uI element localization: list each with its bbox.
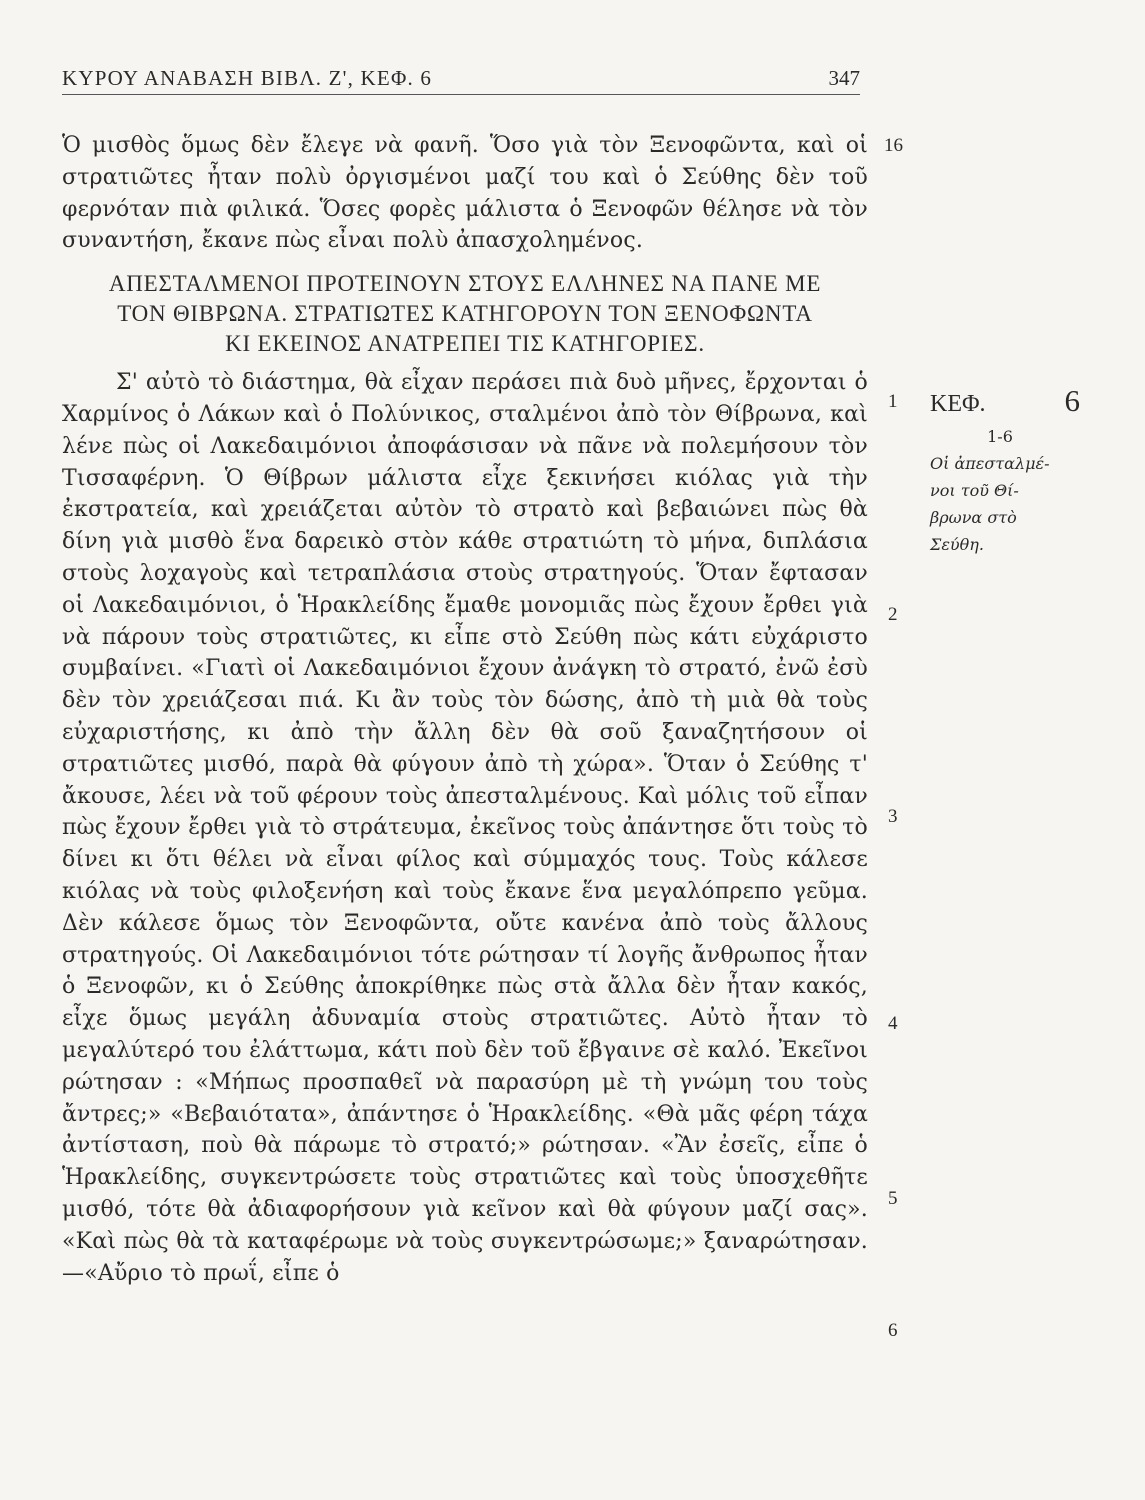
section-heading-line: ΚΙ ΕΚΕΙΝΟΣ ΑΝΑΤΡΕΠΕΙ ΤΙΣ ΚΑΤΗΓΟΡΙΕΣ. [225, 331, 705, 357]
main-paragraph: Σ' αὐτὸ τὸ διάστημα, θὰ εἶχαν περάσει πιὰ δυὸ μῆνες, ἔρχονται ὁ Χαρμίνος ὁ Λάκων καὶ ὁ Πολύνικος, σταλμένοι ἀπὸ τὸν Θίβρωνα, καὶ λένε πὼς οἱ Λακεδαιμόνιοι ἀποφάσισαν νὰ πᾶνε νὰ πολεμήσουν τὸν Τισσαφέρνη. Ὁ Θίβρων μάλιστα εἶχε ξεκινήσει κιόλας γιὰ τὴν ἐκστρατεία, καὶ χρειάζεται αὐτὸν τὸ στρατὸ καὶ βεβαιώνει πὼς θὰ δίνη γιὰ μισθὸ ἕνα δαρεικὸ στὸν κάθε στρατιώτη τὸ μήνα, διπλάσια στοὺς λοχαγοὺς καὶ τετραπλάσια στοὺς στρατηγούς. Ὅταν ἔφτασαν οἱ Λακεδαιμόνιοι, ὁ Ἡρακλείδης ἔμαθε μονομιᾶς πὼς ἔχουν ἔρθει γιὰ νὰ πάρουν τοὺς στρατιῶτες, κι εἶπε στὸ Σεύθη πὼς κάτι εὐχάριστο συμβαίνει. «Γιατὶ οἱ Λακεδαιμόνιοι ἔχουν ἀνάγκη τὸ στρατό, ἐνῶ ἐσὺ δὲν τὸν χρειάζεσαι πιά. Κι ἂν τοὺς τὸν δώσης, ἀπὸ τὴ μιὰ θὰ τοὺς εὐχαριστήσης, κι ἀπὸ τὴν ἄλλη δὲν θὰ σοῦ ξαναζητήσουν οἱ στρατιῶτες μισθό, παρὰ θὰ φύγουν ἀπὸ τὴ χώρα». Ὅταν ὁ Σεύθης τ' ἄκουσε, λέει νὰ τοῦ φέρουν τοὺς ἀπεσταλμένους. Καὶ μόλις τοῦ εἶπαν πὼς ἔχουν ἔρθει γιὰ τὸ στράτευμα, ἐκεῖνος τοὺς ἀπάντησε ὅτι τοὺς τὸ δίνει κι ὅτι θέλει νὰ εἶναι φίλος καὶ σύμμαχός τους. Τοὺς κάλεσε κιόλας νὰ τοὺς φιλοξενήση καὶ τοὺς ἔκανε ἕνα μεγαλόπρεπο γεῦμα. Δὲν κάλεσε ὅμως τὸν Ξενοφῶντα, οὔτε κανένα ἀπὸ τοὺς ἄλλους στρατηγούς. Οἱ Λακεδαιμόνιοι τότε ρώτησαν τί λογῆς ἄνθρωπος ἦταν ὁ Ξενοφῶν, κι ὁ Σεύθης ἀποκρίθηκε πὼς στὰ ἄλλα δὲν ἦταν κακός, εἶχε ὅμως μεγάλη ἀδυναμία στοὺς στρατιῶτες. Αὐτὸ ἦταν τὸ μεγαλύτερό του ἐλάττωμα, κάτι ποὺ δὲν τοῦ ἔβγαινε σὲ καλό. Ἐκεῖνοι ρώτησαν : «Μήπως προσπαθεῖ νὰ παρασύρη μὲ τὴ γνώμη του τοὺς ἄντρες;» «Βεβαιότατα», ἀπάντησε ὁ Ἡρακλείδης. «Θὰ μᾶς φέρη τάχα ἀντίσταση, ποὺ θὰ πάρωμε τὸ στρατό;» ρώτησαν. «Ἂν ἐσεῖς, εἶπε ὁ Ἡρακλείδης, συγκεντρώσετε τοὺς στρατιῶτες καὶ τοὺς ὑποσχεθῆτε μισθό, τότε θὰ ἀδιαφορήσουν γιὰ κεῖνον καὶ θὰ φύγουν μαζί σας». «Καὶ πὼς θὰ τὰ καταφέρωμε νὰ τοὺς συγκεντρώσωμε;» ξαναρώτησαν.—«Αὔριο τὸ πρωΐ, εἶπε ὁ [62, 370, 868, 1286]
paragraph-range: 1-6 [987, 427, 1013, 446]
section-heading [62, 269, 868, 359]
marginal-note [930, 383, 1080, 558]
paragraph-number: 5 [888, 1188, 898, 1209]
page-number: 347 [828, 66, 860, 90]
paragraph-number: 4 [888, 1013, 898, 1034]
section-heading-line: ΑΠΕΣΤΑΛΜΕΝΟΙ ΠΡΟΤΕΙΝΟΥΝ ΣΤΟΥΣ ΕΛΛΗΝΕΣ ΝΑ ΠΑΝΕ ΜΕ [108, 271, 822, 297]
section-heading-line: ΤΟΝ ΘΙΒΡΩΝΑ. ΣΤΡΑΤΙΩΤΕΣ ΚΑΤΗΓΟΡΟΥΝ ΤΟΝ ΞΕΝΟΦΩΝΤΑ [117, 301, 813, 327]
main-text [62, 130, 868, 1289]
paragraph-number: 1 [888, 391, 898, 412]
chapter-label: ΚΕΦ. [930, 391, 986, 417]
chapter-summary: Οἱ ἀπεσταλμέ- νοι τοῦ Θί- βρωνα στὸ Σεύθη. [930, 454, 1050, 554]
running-header [62, 66, 860, 95]
paragraph-number: 16 [884, 135, 903, 156]
paragraph-number: 3 [888, 806, 898, 827]
chapter-number: 6 [1064, 383, 1080, 418]
paragraph-number: 6 [888, 1320, 898, 1341]
intro-paragraph: Ὁ μισθὸς ὅμως δὲν ἔλεγε νὰ φανῆ. Ὅσο γιὰ τὸν Ξενοφῶντα, καὶ οἱ στρατιῶτες ἦταν πολὺ ὀργισμένοι μαζί του καὶ ὁ Σεύθης δὲν τοῦ φερνόταν πιὰ φιλικά. Ὅσες φορὲς μάλιστα ὁ Ξενοφῶν θέλησε νὰ τὸν συναντήση, ἔκανε πὼς εἶναι πολὺ ἀπασχολημένος. [62, 133, 868, 254]
chapter-marker [930, 383, 1080, 419]
running-title: ΚΥΡΟΥ ΑΝΑΒΑΣΗ ΒΙΒΛ. Ζ', ΚΕΦ. 6 [62, 66, 433, 90]
paragraph-number: 2 [888, 604, 898, 625]
